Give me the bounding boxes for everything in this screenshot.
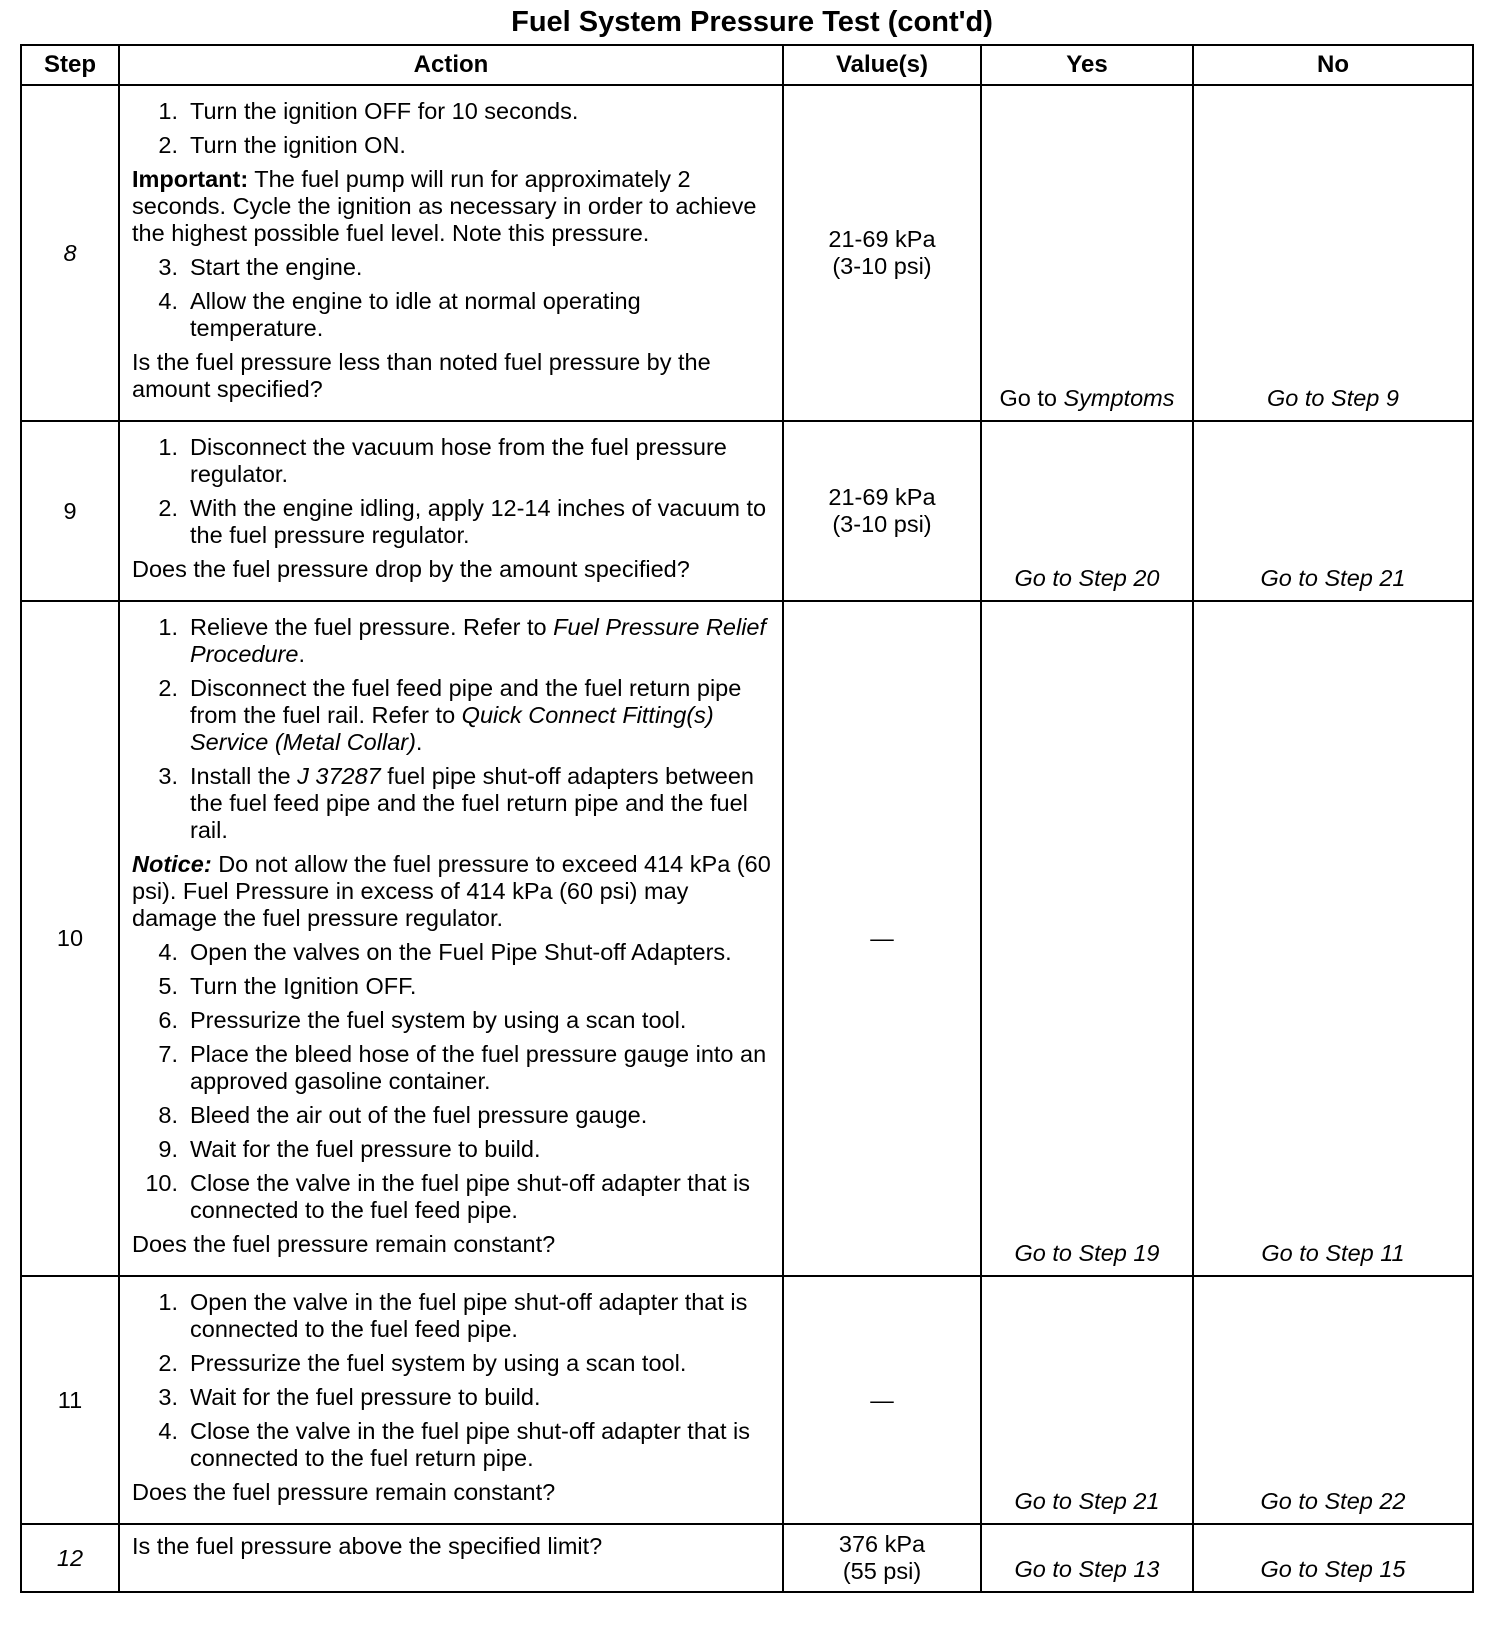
- action-item: 1. Turn the ignition OFF for 10 seconds.: [158, 98, 579, 124]
- important-note: Important: The fuel pump will run for approximately 2 seconds. Cycle the ignition as necessary in order to achieve the highest possible fuel level. Note this pressure.: [132, 166, 757, 246]
- yes-cell: Go to Symptoms: [981, 85, 1193, 421]
- action-item: 2. Turn the ignition ON.: [158, 132, 406, 158]
- step-cell: [21, 421, 119, 601]
- table-row-step-10: [21, 601, 1473, 1276]
- step-cell: [21, 1524, 119, 1592]
- yes-cell: [981, 601, 1193, 1276]
- question: Does the fuel pressure remain constant?: [132, 1479, 556, 1505]
- goto-link[interactable]: Go to Step 9: [1267, 385, 1399, 411]
- action-item: 5. Turn the Ignition OFF.: [158, 973, 417, 999]
- action-item: 1. Relieve the fuel pressure. Refer to Fuel Pressure Relief Procedure.: [158, 614, 767, 667]
- question: Does the fuel pressure drop by the amount specified?: [132, 556, 690, 582]
- procedure-reference[interactable]: Fuel Pressure Relief Procedure: [190, 614, 767, 667]
- yes-cell: [981, 1276, 1193, 1524]
- step-number: 11: [57, 1386, 83, 1413]
- action-item: 2. Pressurize the fuel system by using a scan tool.: [158, 1350, 687, 1376]
- notice-note: Notice: Do not allow the fuel pressure to exceed 414 kPa (60 psi). Fuel Pressure in excess of 414 kPa (60 psi) may damage the fuel pressure regulator.: [132, 851, 771, 931]
- header-action: Action: [119, 45, 783, 85]
- step-number: 9: [63, 497, 77, 524]
- yes-cell: [981, 1524, 1193, 1592]
- goto-link[interactable]: Go to Step 21: [1014, 1488, 1160, 1514]
- header-no: No: [1193, 45, 1473, 85]
- no-cell: [1193, 601, 1473, 1276]
- step-number: 8: [63, 239, 77, 266]
- action-item: 9. Wait for the fuel pressure to build.: [158, 1136, 541, 1162]
- action-item: 6. Pressurize the fuel system by using a scan tool.: [158, 1007, 687, 1033]
- no-cell: [1193, 1524, 1473, 1592]
- no-cell: [1193, 85, 1473, 421]
- yes-cell: [981, 421, 1193, 601]
- value-cell: —: [783, 1276, 981, 1524]
- action-item: 2. With the engine idling, apply 12-14 inches of vacuum to the fuel pressure regulator.: [158, 495, 767, 548]
- goto-link[interactable]: Go to Step 20: [1014, 565, 1160, 591]
- goto-link[interactable]: Go to Step 21: [1260, 565, 1406, 591]
- table-row-step-8: [21, 85, 1473, 421]
- action-item: 2. Disconnect the fuel feed pipe and the fuel return pipe from the fuel rail. Refer to Quick Connect Fitting(s) Service (Metal Collar).: [158, 675, 742, 755]
- action-item: 4. Open the valves on the Fuel Pipe Shut-off Adapters.: [158, 939, 732, 965]
- step-number: 12: [56, 1544, 84, 1571]
- symptoms-link[interactable]: Symptoms: [1063, 385, 1175, 411]
- action-item: 8. Bleed the air out of the fuel pressure gauge.: [158, 1102, 648, 1128]
- value-cell: —: [783, 601, 981, 1276]
- no-cell: [1193, 421, 1473, 601]
- step-cell: [21, 1276, 119, 1524]
- question: Does the fuel pressure remain constant?: [132, 1231, 556, 1257]
- table-row-step-12: [21, 1524, 1473, 1592]
- value-cell: 21-69 kPa (3-10 psi): [783, 85, 981, 421]
- action-item: 3. Start the engine.: [158, 254, 363, 280]
- question: Is the fuel pressure above the specified limit?: [132, 1533, 603, 1559]
- test-table: [20, 44, 1474, 1593]
- step-cell: [21, 601, 119, 1276]
- value-cell: 376 kPa (55 psi): [783, 1524, 981, 1592]
- action-cell: [119, 85, 783, 421]
- action-item: 1. Disconnect the vacuum hose from the fuel pressure regulator.: [158, 434, 727, 487]
- action-cell: [119, 1276, 783, 1524]
- action-item: 3. Install the J 37287 fuel pipe shut-off adapters between the fuel feed pipe and the fuel return pipe and the fuel rail.: [158, 763, 754, 843]
- goto-link[interactable]: Go to Step 19: [1014, 1240, 1160, 1266]
- step-number: 10: [56, 925, 84, 951]
- table-row-step-11: [21, 1276, 1473, 1524]
- goto-link[interactable]: Go to Step 13: [1014, 1556, 1160, 1582]
- action-item: 3. Wait for the fuel pressure to build.: [158, 1384, 541, 1410]
- header-row: [21, 45, 1473, 85]
- goto-link[interactable]: Go to Step 11: [1261, 1240, 1405, 1266]
- action-cell: [119, 1524, 783, 1592]
- tool-reference: J 37287: [297, 763, 381, 789]
- action-cell: [119, 421, 783, 601]
- question: Is the fuel pressure less than noted fuel pressure by the amount specified?: [132, 349, 711, 402]
- action-cell: [119, 601, 783, 1276]
- procedure-reference[interactable]: Quick Connect Fitting(s) Service (Metal Collar): [190, 702, 714, 755]
- header-yes: Yes: [981, 45, 1193, 85]
- goto-link[interactable]: Go to Step 15: [1260, 1556, 1406, 1582]
- goto-link[interactable]: Go to Step 22: [1260, 1488, 1406, 1514]
- no-cell: [1193, 1276, 1473, 1524]
- action-item: 7. Place the bleed hose of the fuel pressure gauge into an approved gasoline container.: [158, 1041, 767, 1094]
- action-item: 10. Close the valve in the fuel pipe shut-off adapter that is connected to the fuel feed pipe.: [145, 1170, 750, 1223]
- value-cell: 21-69 kPa (3-10 psi): [783, 421, 981, 601]
- action-item: 1. Open the valve in the fuel pipe shut-off adapter that is connected to the fuel feed pipe.: [158, 1289, 748, 1342]
- header-step: Step: [21, 45, 119, 85]
- page-title: Fuel System Pressure Test (cont'd): [511, 6, 993, 38]
- step-cell: [21, 85, 119, 421]
- action-item: 4. Close the valve in the fuel pipe shut-off adapter that is connected to the fuel return pipe.: [158, 1418, 750, 1471]
- action-item: 4. Allow the engine to idle at normal operating temperature.: [158, 288, 641, 341]
- table-row-step-9: [21, 421, 1473, 601]
- header-values: Value(s): [783, 45, 981, 85]
